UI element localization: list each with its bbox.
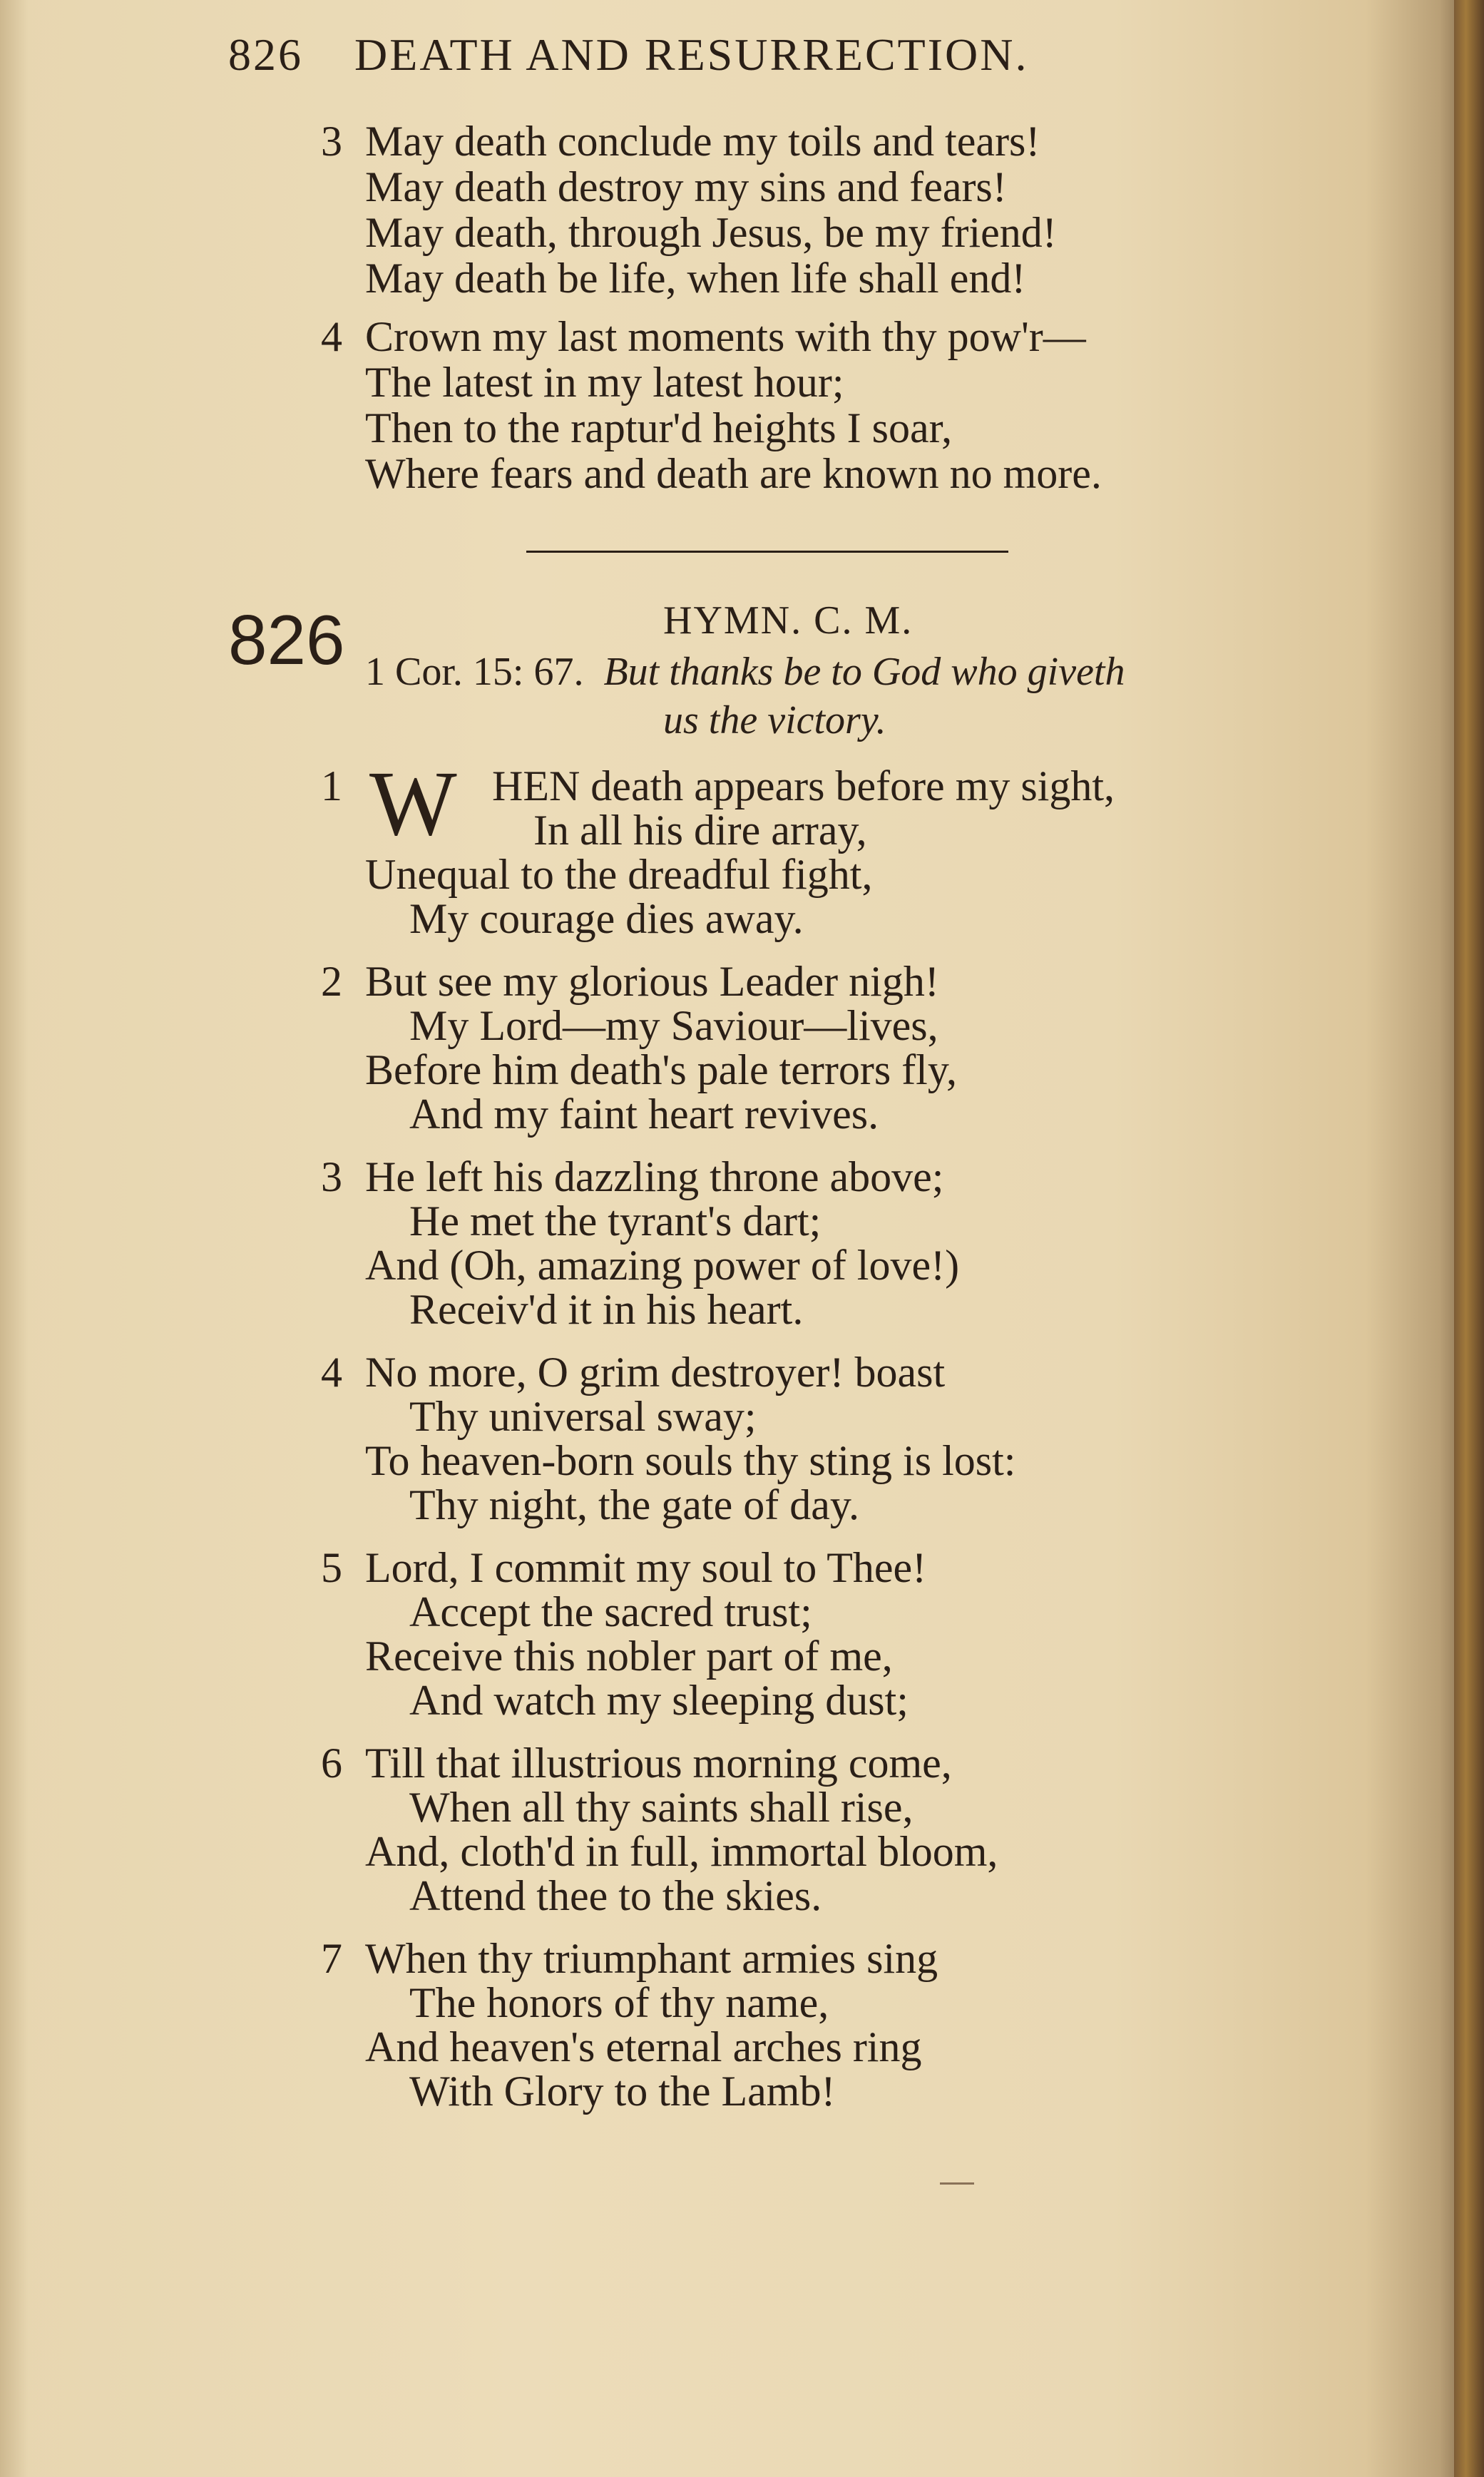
scripture-text: But thanks be to God who giveth	[603, 650, 1125, 694]
verse-line: Receiv'd it in his heart.	[409, 1286, 804, 1333]
verse-number: 1	[321, 762, 342, 810]
verse-line: And heaven's eternal arches ring	[365, 2023, 922, 2070]
page-left-edge	[0, 0, 29, 2477]
hymn-title: HYMN. C. M.	[663, 598, 914, 643]
verse-line: Accept the sacred trust;	[409, 1588, 812, 1635]
verse-line: May death conclude my toils and tears!	[365, 118, 1040, 165]
verse-number: 6	[321, 1740, 342, 1787]
verse-number: 3	[321, 118, 342, 165]
verse-number: 4	[321, 313, 342, 360]
verse-line: No more, O grim destroyer! boast	[365, 1349, 946, 1396]
verse-line: Thy universal sway;	[409, 1393, 757, 1440]
verse-line: But see my glorious Leader nigh!	[365, 958, 939, 1005]
end-ornament	[940, 2182, 974, 2185]
scripture-text-continued: us the victory.	[663, 698, 886, 742]
header-title: DEATH AND RESURRECTION.	[354, 29, 1029, 80]
verse-line: In all his dire array,	[533, 807, 867, 854]
verse-line: Where fears and death are known no more.	[365, 450, 1102, 497]
verse-number: 3	[321, 1153, 342, 1200]
verse-line: HEN death appears before my sight,	[492, 762, 1115, 810]
verse-number: 4	[321, 1349, 342, 1396]
verse-line: When all thy saints shall rise,	[409, 1784, 914, 1831]
section-divider	[526, 551, 1008, 553]
verse-line: My courage dies away.	[409, 895, 804, 942]
verse-line: When thy triumphant armies sing	[365, 1935, 938, 1982]
verse-line: Crown my last moments with thy pow'r—	[365, 313, 1086, 360]
verse-line: And my faint heart revives.	[409, 1091, 879, 1138]
verse-line: The latest in my latest hour;	[365, 359, 844, 406]
verse-line: Before him death's pale terrors fly,	[365, 1046, 957, 1093]
verse-line: Thy night, the gate of day.	[409, 1481, 859, 1528]
verse-line: May death destroy my sins and fears!	[365, 163, 1007, 210]
verse-line: With Glory to the Lamb!	[409, 2068, 836, 2115]
verse-number: 7	[321, 1935, 342, 1982]
verse-line: He met the tyrant's dart;	[409, 1197, 822, 1245]
verse-line: May death be life, when life shall end!	[365, 255, 1026, 302]
scripture-ref: 1 Cor. 15: 67.	[365, 650, 584, 694]
verse-line: Then to the raptur'd heights I soar,	[365, 404, 953, 451]
verse-line: Attend thee to the skies.	[409, 1872, 822, 1919]
verse-line: And watch my sleeping dust;	[409, 1677, 909, 1724]
verse-line: The honors of thy name,	[409, 1979, 829, 2026]
verse-line: And (Oh, amazing power of love!)	[365, 1242, 960, 1289]
verse-line: He left his dazzling throne above;	[365, 1153, 944, 1200]
verse-line: Lord, I commit my soul to Thee!	[365, 1544, 927, 1591]
verse-number: 2	[321, 958, 342, 1005]
running-header	[228, 29, 1028, 81]
hymn-number: 826	[228, 601, 345, 679]
verse-line: Receive this nobler part of me,	[365, 1633, 893, 1680]
verse-line: And, cloth'd in full, immortal bloom,	[365, 1828, 998, 1875]
scripture-reference	[365, 649, 1125, 695]
drop-cap: W	[369, 752, 457, 855]
verse-line: Till that illustrious morning come,	[365, 1740, 952, 1787]
page-number: 826	[228, 29, 303, 80]
verse-line: My Lord—my Saviour—lives,	[409, 1002, 938, 1049]
verse-line: May death, through Jesus, be my friend!	[365, 209, 1057, 256]
book-spine	[1454, 0, 1484, 2477]
verse-line: To heaven-born souls thy sting is lost:	[365, 1437, 1016, 1484]
verse-number: 5	[321, 1544, 342, 1591]
verse-line: Unequal to the dreadful fight,	[365, 851, 873, 898]
